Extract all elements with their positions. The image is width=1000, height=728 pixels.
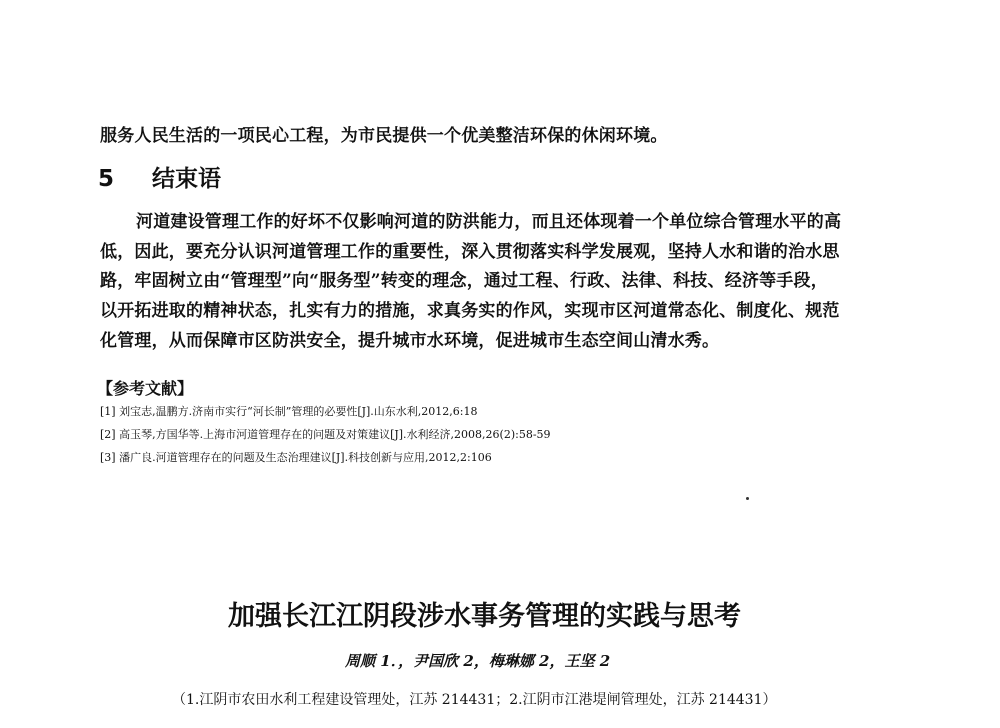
conclusion-line-1: 河道建设管理工作的好坏不仅影响河道的防洪能力，而且还体现着一个单位综合管理水平的高	[136, 212, 842, 232]
conclusion-line-5: 化管理，从而保障市区防洪安全，提升城市水环境，促进城市生态空间山清水秀。	[100, 331, 720, 351]
references-heading: 【参考文献】	[97, 379, 194, 398]
reference-item-1: [1] 刘宝志,温鹏方.济南市实行“河长制”管理的必要性[J].山东水利,2012,6:18	[100, 405, 478, 418]
reference-item-2: [2] 高玉琴,方国华等.上海市河道管理存在的问题及对策建议[J].水利经济,2008,26(2):58-59	[100, 428, 551, 441]
section-title: 结束语	[152, 166, 222, 192]
section-number: 5	[98, 166, 115, 192]
article-affiliation: （1.江阴市农田水利工程建设管理处，江苏 214431；2.江阴市江港堤闸管理处，江苏 214431）	[172, 692, 777, 708]
conclusion-line-4: 以开拓进取的精神状态，扎实有力的措施，求真务实的作风，实现市区河道常态化、制度化、规范	[100, 301, 840, 321]
reference-item-3: [3] 潘广良.河道管理存在的问题及生态治理建议[J].科技创新与应用,2012,2:106	[100, 451, 492, 464]
scan-speck	[746, 497, 749, 500]
article-authors: 周顺 1．，尹国欣 2，梅琳娜 2，王坚 2	[345, 652, 611, 670]
article-title: 加强长江江阴段涉水事务管理的实践与思考	[228, 601, 741, 632]
continued-paragraph-line: 服务人民生活的一项民心工程，为市民提供一个优美整洁环保的休闲环境。	[100, 126, 668, 146]
conclusion-line-3: 路，牢固树立由“管理型”向“服务型”转变的理念，通过工程、行政、法律、科技、经济等手段，	[100, 271, 828, 291]
section-heading	[98, 160, 221, 193]
conclusion-line-2: 低，因此，要充分认识河道管理工作的重要性，深入贯彻落实科学发展观，坚持人水和谐的治水思	[100, 242, 840, 262]
